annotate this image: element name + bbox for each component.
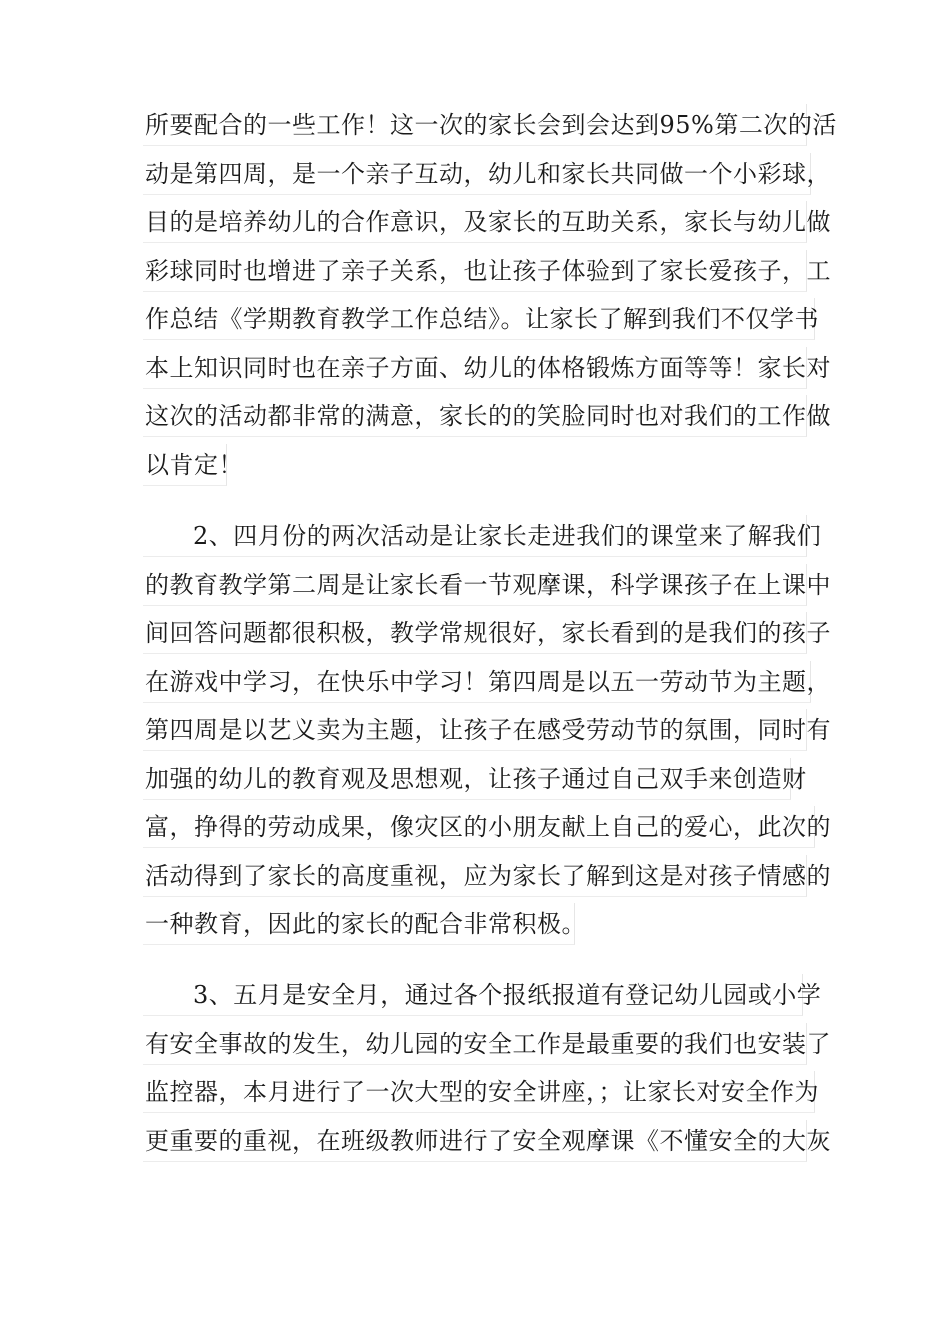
text-line: 间回答问题都很积极，教学常规很好，家长看到的是我们的孩子 [143,612,807,654]
text-line: 在游戏中学习，在快乐中学习！第四周是以五一劳动节为主题， [143,661,811,703]
text-line: 所要配合的一些工作！这一次的家长会到会达到95%第二次的活 [143,104,807,146]
text-line: 目的是培养幼儿的合作意识，及家长的互助关系，家长与幼儿做 [143,201,807,243]
text-line: 加强的幼儿的教育观及思想观，让孩子通过自己双手来创造财 [143,758,791,800]
text-line: 彩球同时也增进了亲子关系，也让孩子体验到了家长爱孩子，工 [143,250,807,292]
text-line: 第四周是以艺义卖为主题，让孩子在感受劳动节的氛围，同时有 [143,709,807,751]
text-line: 监控器，本月进行了一次大型的安全讲座，；让家长对安全作为 [143,1071,815,1113]
text-line: 更重要的重视，在班级教师进行了安全观摩课《不懂安全的大灰 [143,1120,807,1162]
text-line: 作总结《学期教育教学工作总结》。让家长了解到我们不仅学书 [143,298,815,340]
text-line: 本上知识同时也在亲子方面、幼儿的体格锻炼方面等等！家长对 [143,347,807,389]
text-line: 这次的活动都非常的满意，家长的的笑脸同时也对我们的工作做 [143,395,807,437]
text-line: 3、五月是安全月，通过各个报纸报道有登记幼儿园或小学 [143,974,803,1016]
text-line: 活动得到了家长的高度重视，应为家长了解到这是对孩子情感的 [143,855,807,897]
text-line: 2、四月份的两次活动是让家长走进我们的课堂来了解我们 [143,515,807,557]
text-line: 动是第四周，是一个亲子互动，幼儿和家长共同做一个小彩球， [143,153,811,195]
text-line: 有安全事故的发生，幼儿园的安全工作是最重要的我们也安装了 [143,1023,807,1065]
text-line: 一种教育，因此的家长的配合非常积极。 [143,903,575,945]
text-line: 的教育教学第二周是让家长看一节观摩课，科学课孩子在上课中 [143,564,807,606]
text-line: 以肯定！ [143,444,227,486]
text-line: 富，挣得的劳动成果，像灾区的小朋友献上自己的爱心，此次的 [143,806,815,848]
